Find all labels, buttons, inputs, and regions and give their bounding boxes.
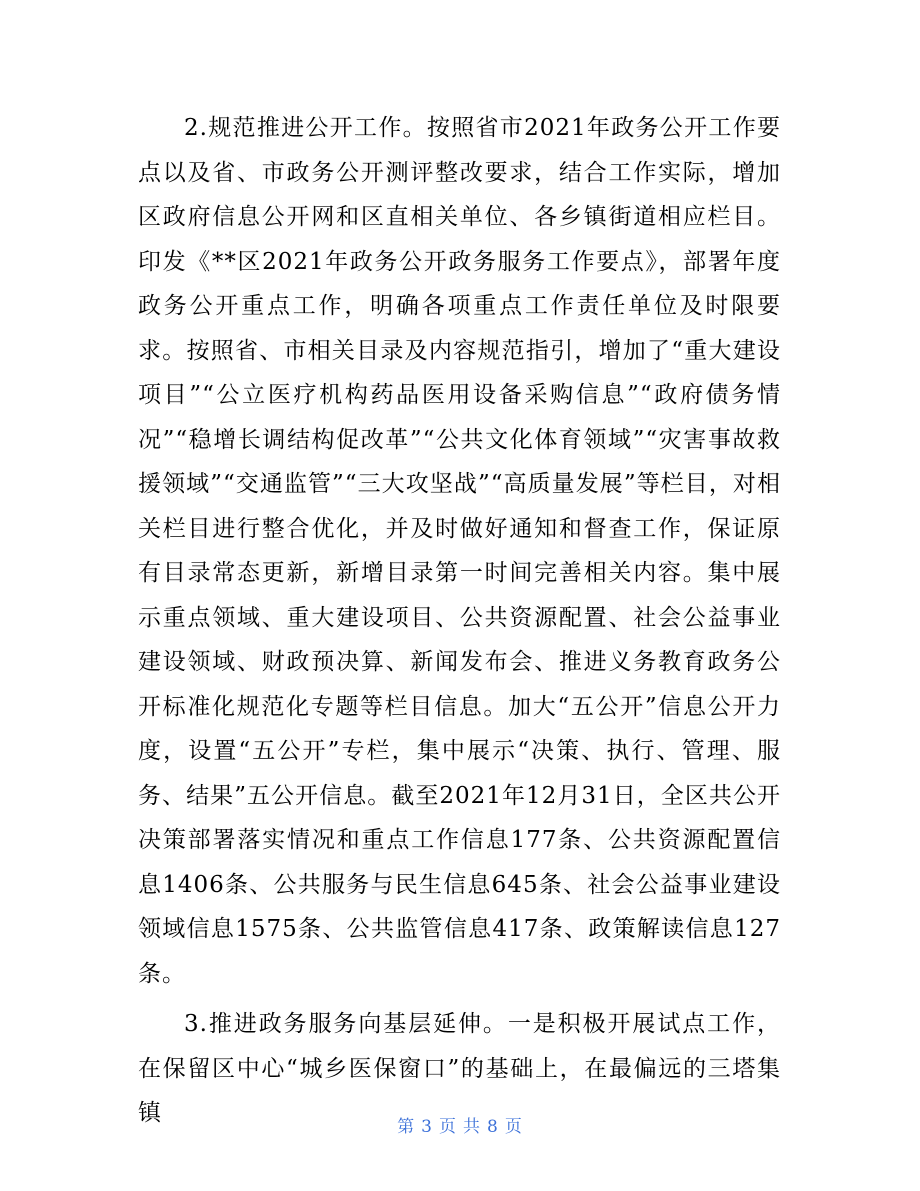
page-footer bbox=[0, 1112, 920, 1137]
footer-total-pages: 8 bbox=[487, 1117, 499, 1137]
footer-current-page: 3 bbox=[421, 1117, 433, 1137]
footer-prefix: 第 bbox=[397, 1117, 416, 1137]
footer-page-label: 页 bbox=[439, 1117, 457, 1137]
footer-total-prefix: 共 bbox=[463, 1117, 481, 1137]
paragraph-3: 3.推进政务服务向基层延伸。一是积极开展试点工作，在保留区中心“城乡医保窗口”的基础上，在最偏远的三塔集镇 bbox=[138, 1011, 781, 1126]
footer-total-label: 页 bbox=[504, 1117, 523, 1137]
document-body bbox=[138, 106, 781, 1136]
paragraph-2: 2.规范推进公开工作。按照省市2021年政务公开工作要点以及省、市政务公开测评整改要求，结合工作实际，增加区政府信息公开网和区直相关单位、各乡镇街道相应栏目。印发《**区2021年政务公开政务服务工作要点》，部署年度政务公开重点工作，明确各项重点工作责任单位及时限要求。按照省、市相关目录及内容规范指引，增加了“重大建设项目”“公立医疗机构药品医用设备采购信息”“政府债务情况”“稳增长调结构促改革”“公共文化体育领域”“灾害事故救援领域”“交通监管”“三大攻坚战”“高质量发展”等栏目，对相关栏目进行整合优化，并及时做好通知和督查工作，保证原有目录常态更新，新增目录第一时间完善相关内容。集中展示重点领域、重大建设项目、公共资源配置、社会公益事业建设领域、财政预决算、新闻发布会、推进义务教育政务公开标准化规范化专题等栏目信息。加大“五公开”信息公开力度，设置“五公开”专栏，集中展示“决策、执行、管理、服务、结果”五公开信息。截至2021年12月31日，全区共公开决策部署落实情况和重点工作信息177条、公共资源配置信息1406条、公共服务与民生信息645条、社会公益事业建设领域信息1575条、公共监管信息417条、政策解读信息127条。 bbox=[138, 115, 781, 987]
